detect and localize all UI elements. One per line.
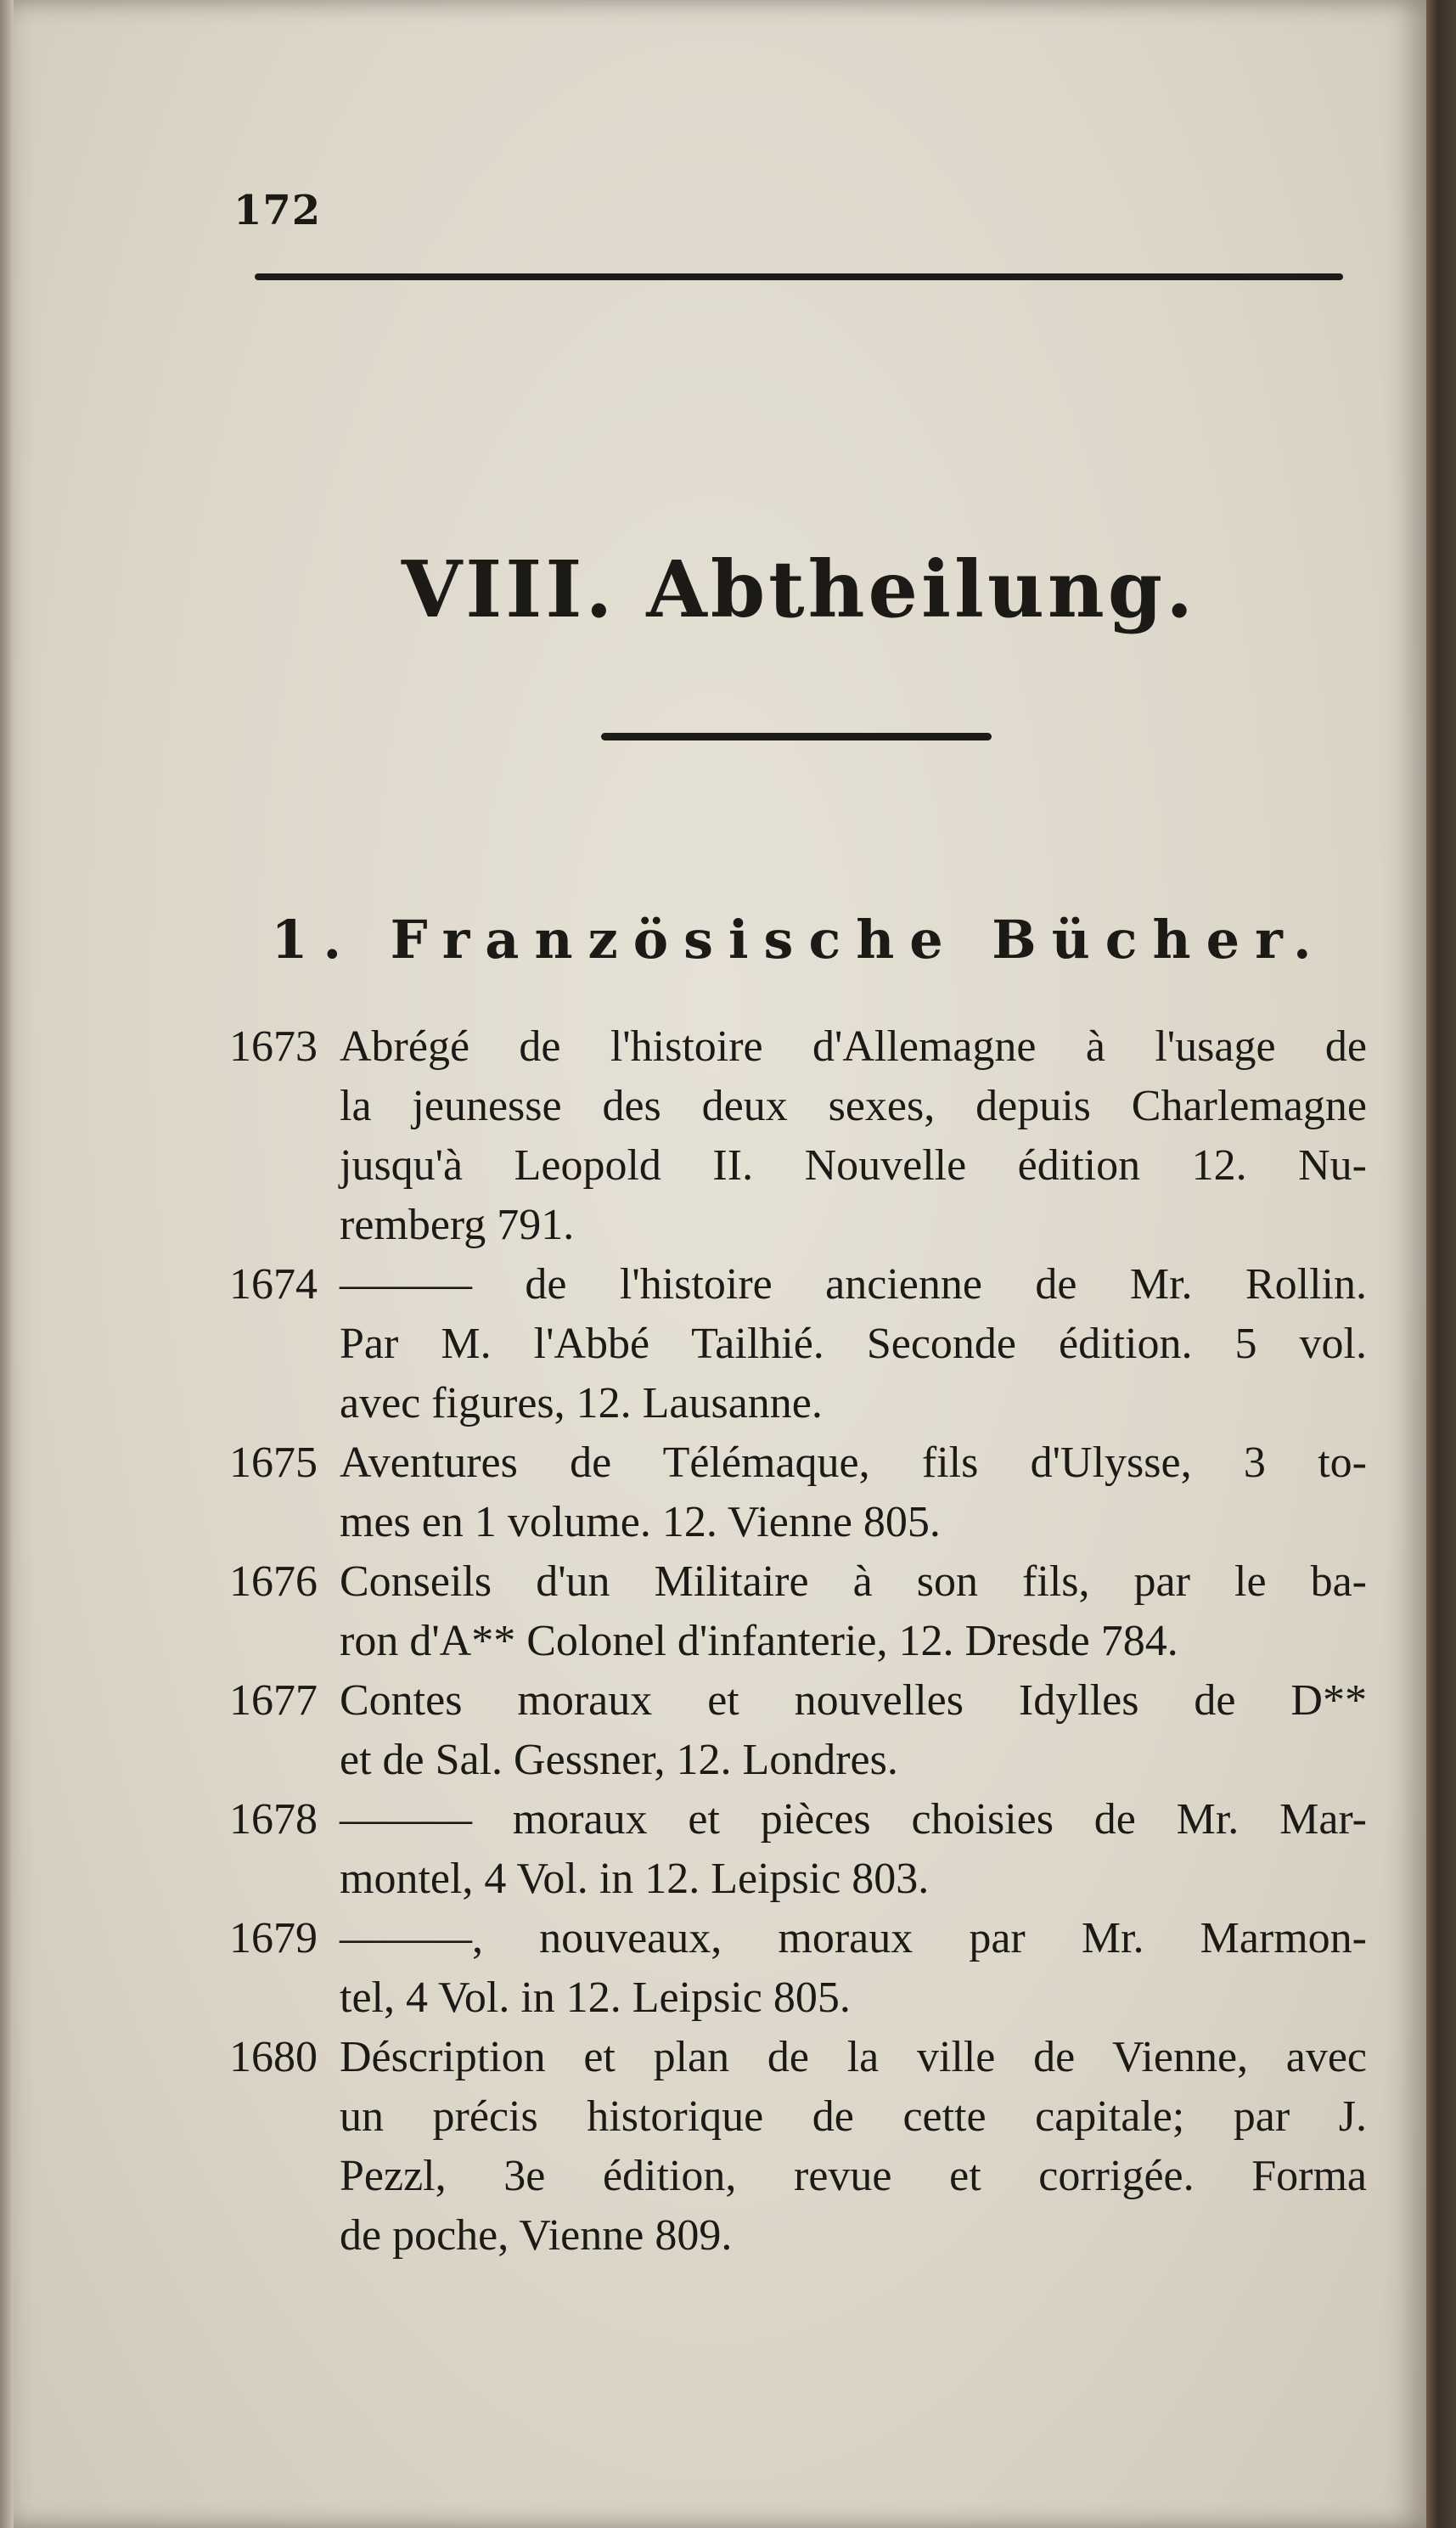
- section-title: VIII. Abtheilung.: [401, 543, 1197, 635]
- section-divider: [601, 733, 992, 740]
- catalogue-entry: [229, 1671, 1367, 1790]
- entry-line: de poche, Vienne 809.: [340, 2211, 733, 2260]
- page-number: 172: [233, 187, 322, 234]
- entry-line: avec figures, 12. Lausanne.: [340, 1379, 823, 1427]
- entry-line: Aventures de Télémaque, fils d'Ulysse, 3 to-: [340, 1439, 1367, 1487]
- catalogue-entry: [229, 1552, 1367, 1671]
- entry-line: ron d'A** Colonel d'infanterie, 12. Dresde 784.: [340, 1617, 1178, 1665]
- entry-text: [340, 2028, 1367, 2266]
- entry-line: Déscription et plan de la ville de Vienne, avec: [340, 2033, 1367, 2081]
- entry-text: [340, 1255, 1367, 1433]
- entry-number: 1679: [229, 1914, 318, 1962]
- entry-text: [340, 1552, 1367, 1671]
- subsection-title: 1. Französische Bücher.: [271, 909, 1327, 971]
- entry-line: remberg 791.: [340, 1201, 575, 1249]
- entry-text: [340, 1790, 1367, 1909]
- entry-line: Pezzl, 3e édition, revue et corrigée. Forma: [340, 2152, 1367, 2200]
- entry-text: [340, 1671, 1367, 1790]
- entry-number: 1676: [229, 1557, 318, 1606]
- entry-number: 1674: [229, 1260, 318, 1309]
- page-left-edge: [0, 0, 14, 2528]
- entry-line: ———, nouveaux, moraux par Mr. Marmon-: [340, 1914, 1367, 1962]
- book-spine-edge: [1426, 0, 1456, 2528]
- catalogue-entries: [229, 1017, 1367, 2266]
- entry-line: ——— de l'histoire ancienne de Mr. Rollin.: [340, 1260, 1367, 1309]
- entry-line: montel, 4 Vol. in 12. Leipsic 803.: [340, 1855, 930, 1903]
- catalogue-entry: [229, 2028, 1367, 2266]
- catalogue-entry: [229, 1909, 1367, 2028]
- entry-line: ——— moraux et pièces choisies de Mr. Mar-: [340, 1795, 1367, 1844]
- entry-text: [340, 1433, 1367, 1552]
- entry-number: 1680: [229, 2033, 318, 2081]
- entry-line: mes en 1 volume. 12. Vienne 805.: [340, 1498, 941, 1546]
- entry-line: jusqu'à Leopold II. Nouvelle édition 12. Nu-: [340, 1141, 1367, 1190]
- header-rule: [255, 273, 1343, 280]
- catalogue-entry: [229, 1017, 1367, 1255]
- entry-line: Contes moraux et nouvelles Idylles de D**: [340, 1676, 1367, 1725]
- entry-line: la jeunesse des deux sexes, depuis Charlemagne: [340, 1082, 1367, 1130]
- entry-number: 1673: [229, 1022, 318, 1071]
- entry-line: tel, 4 Vol. in 12. Leipsic 805.: [340, 1973, 851, 2022]
- catalogue-entry: [229, 1433, 1367, 1552]
- entry-line: Conseils d'un Militaire à son fils, par le ba-: [340, 1557, 1367, 1606]
- entry-text: [340, 1017, 1367, 1255]
- entry-number: 1678: [229, 1795, 318, 1844]
- catalogue-entry: [229, 1790, 1367, 1909]
- entry-number: 1677: [229, 1676, 318, 1725]
- entry-line: Abrégé de l'histoire d'Allemagne à l'usage de: [340, 1022, 1367, 1071]
- entry-line: un précis historique de cette capitale; par J.: [340, 2092, 1367, 2141]
- catalogue-entry: [229, 1255, 1367, 1433]
- entry-text: [340, 1909, 1367, 2028]
- entry-line: Par M. l'Abbé Tailhié. Seconde édition. 5 vol.: [340, 1320, 1367, 1368]
- entry-number: 1675: [229, 1439, 318, 1487]
- entry-line: et de Sal. Gessner, 12. Londres.: [340, 1736, 898, 1784]
